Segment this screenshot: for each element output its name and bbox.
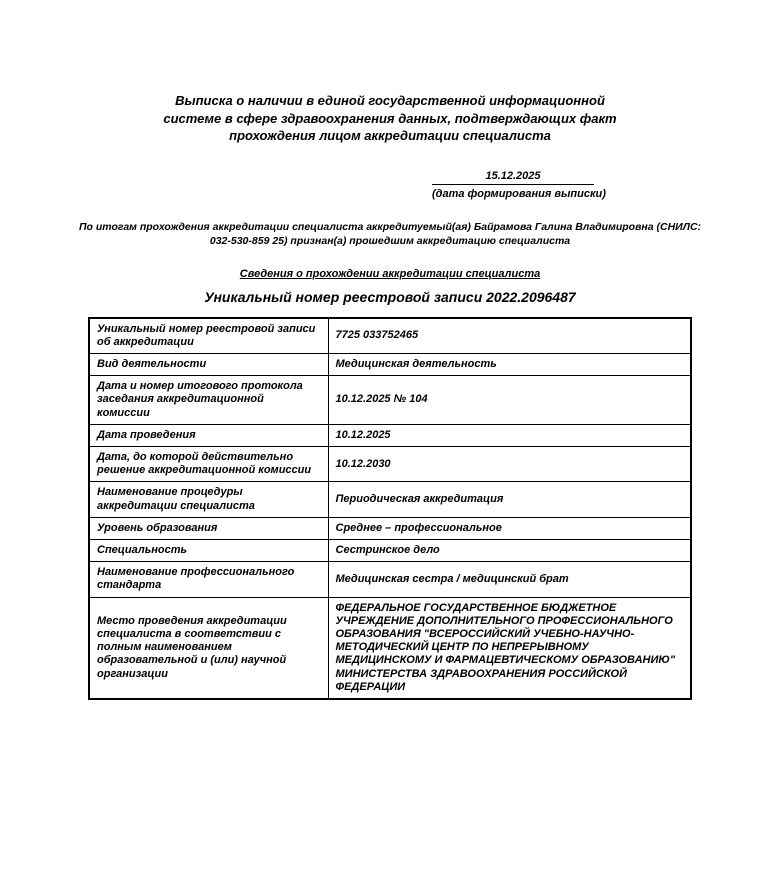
table-row	[89, 562, 691, 597]
table-row	[89, 597, 691, 699]
row-label: Уникальный номер реестровой записи об аккредитации	[89, 318, 328, 354]
issue-date-caption: (дата формирования выписки)	[432, 187, 606, 200]
table-row	[89, 318, 691, 354]
row-value: Медицинская сестра / медицинский брат	[328, 562, 691, 597]
accreditation-table	[88, 317, 692, 700]
row-label: Дата проведения	[89, 424, 328, 446]
accreditation-table-body	[89, 318, 691, 699]
registry-number-line: Уникальный номер реестровой записи 2022.2096487	[204, 288, 576, 305]
row-value: 10.12.2025	[328, 424, 691, 446]
row-value: 7725 033752465	[328, 318, 691, 354]
row-value: Периодическая аккредитация	[328, 482, 691, 517]
row-label: Место проведения аккредитации специалиста в соответствии с полным наименованием образовательной и (или) научной организации	[89, 597, 328, 699]
document-title-line: системе в сфере здравоохранения данных, подтверждающих факт	[163, 110, 617, 126]
row-value: Медицинская деятельность	[328, 353, 691, 375]
row-label: Наименование процедуры аккредитации специалиста	[89, 482, 328, 517]
document-title	[0, 0, 780, 145]
issue-date-value: 15.12.2025	[432, 169, 594, 185]
row-label: Вид деятельности	[89, 353, 328, 375]
row-value: ФЕДЕРАЛЬНОЕ ГОСУДАРСТВЕННОЕ БЮДЖЕТНОЕ УЧРЕЖДЕНИЕ ДОПОЛНИТЕЛЬНОГО ПРОФЕССИОНАЛЬНОГО ОБРАЗОВАНИЯ "ВСЕРОССИЙСКИЙ УЧЕБНО-НАУЧНО-МЕТОДИЧЕСКИЙ ЦЕНТР ПО НЕПРЕРЫВНОМУ МЕДИЦИНСКОМУ И ФАРМАЦЕВТИЧЕСКОМУ ОБРАЗОВАНИЮ" МИНИСТЕРСТВА ЗДРАВООХРАНЕНИЯ РОССИЙСКОЙ ФЕДЕРАЦИИ	[328, 597, 691, 699]
document-title-line: Выписка о наличии в единой государственной информационной	[175, 93, 605, 108]
row-label: Уровень образования	[89, 517, 328, 539]
table-row	[89, 424, 691, 446]
row-label: Специальность	[89, 539, 328, 561]
row-label: Дата и номер итогового протокола заседания аккредитационной комиссии	[89, 376, 328, 425]
row-label: Наименование профессионального стандарта	[89, 562, 328, 597]
row-value: Среднее – профессиональное	[328, 517, 691, 539]
table-row	[89, 446, 691, 481]
document-title-line: прохождения лицом аккредитации специалиста	[229, 128, 551, 143]
row-value: 10.12.2030	[328, 446, 691, 481]
table-row	[89, 376, 691, 425]
intro-paragraph: По итогам прохождения аккредитации специалиста аккредитуемый(ая) Байрамова Галина Владимировна (СНИЛС: 032-530-859 25) признан(а) прошедшим аккредитацию специалиста	[78, 220, 702, 247]
table-row	[89, 353, 691, 375]
row-value: 10.12.2025 № 104	[328, 376, 691, 425]
row-label: Дата, до которой действительно решение аккредитационной комиссии	[89, 446, 328, 481]
table-row	[89, 482, 691, 517]
table-row	[89, 517, 691, 539]
row-value: Сестринское дело	[328, 539, 691, 561]
table-row	[89, 539, 691, 561]
issue-date-block	[432, 169, 606, 201]
section-heading: Сведения о прохождении аккредитации специалиста	[239, 267, 541, 280]
